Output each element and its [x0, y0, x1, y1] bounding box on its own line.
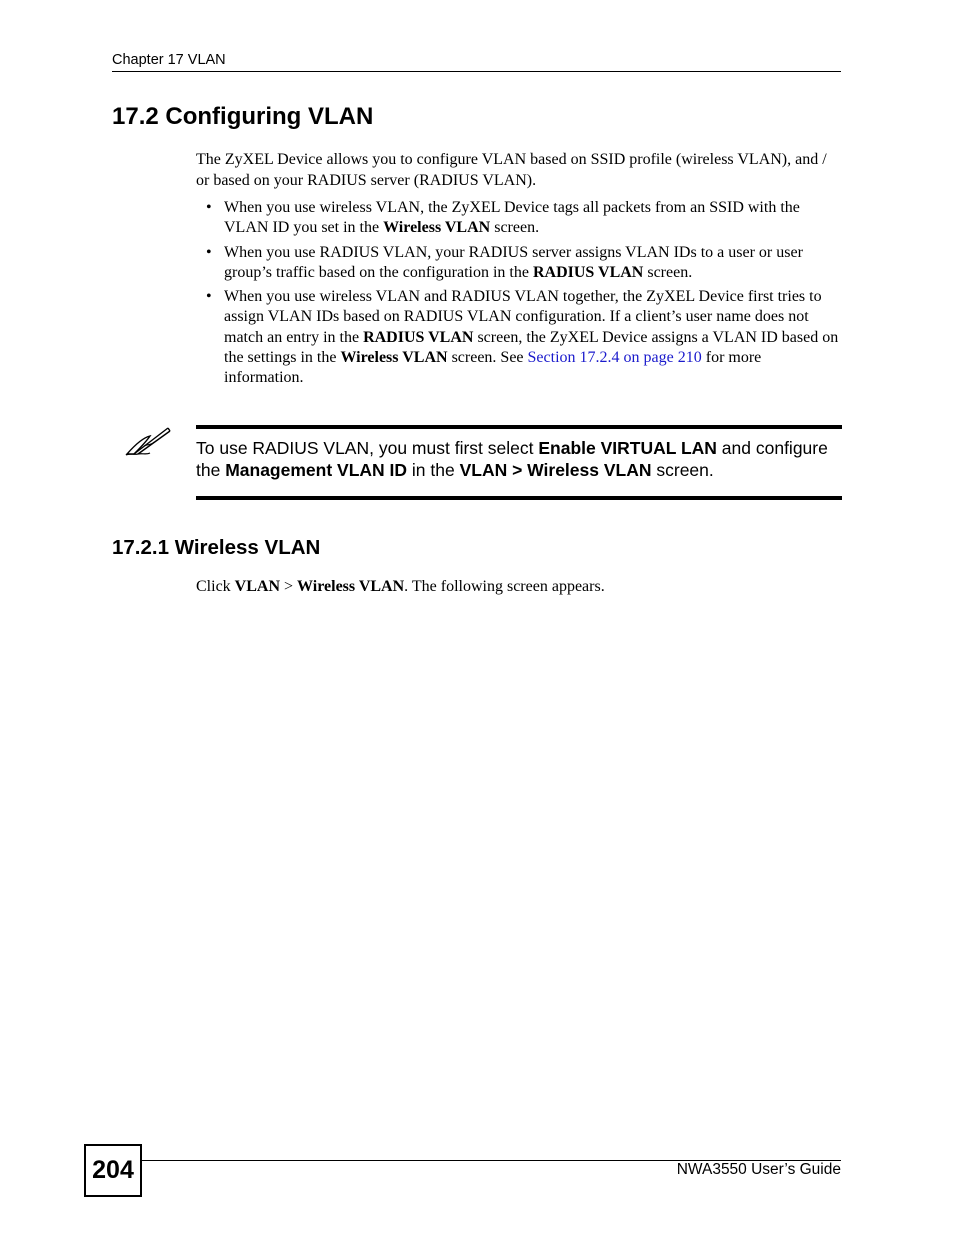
- note-top-rule: [196, 425, 842, 429]
- menu-term: VLAN: [234, 578, 281, 595]
- bullet-item-wireless-vlan: [206, 198, 842, 239]
- note-bold-term: Enable VIRTUAL LAN: [538, 438, 717, 458]
- subsection-heading: 17.2.1 Wireless VLAN: [112, 536, 321, 559]
- bold-term: Wireless VLAN: [383, 219, 491, 237]
- bullet-text: When you use wireless VLAN and RADIUS VLAN together, the ZyXEL Device first tries to assign VLAN IDs based on RADIUS VLAN configuration. If a client’s user name does not match an entry in the: [224, 288, 822, 346]
- header-rule: [112, 71, 841, 72]
- menu-term: Wireless VLAN: [297, 578, 405, 595]
- running-header: Chapter 17 VLAN: [112, 52, 226, 68]
- note-text: [196, 437, 842, 481]
- intro-paragraph: The ZyXEL Device allows you to configure VLAN based on SSID profile (wireless VLAN), and / or based on your RADIUS server (RADIUS VLAN).: [196, 151, 827, 189]
- bullet-item-radius-vlan: [206, 243, 842, 284]
- section-cross-reference-link[interactable]: Section 17.2.4 on page 210: [527, 349, 702, 367]
- bullet-list: [206, 198, 842, 393]
- footer-guide-title: NWA3550 User’s Guide: [676, 1161, 841, 1178]
- note-text-run: and configure the: [196, 438, 828, 480]
- instruction-text-run: >: [280, 578, 298, 595]
- page-number-box: [84, 1144, 142, 1197]
- note-text-run: screen.: [651, 460, 714, 480]
- bullet-text: screen.: [490, 219, 540, 237]
- note-bottom-rule: [196, 496, 842, 500]
- bullet-marker: •: [206, 199, 212, 216]
- bullet-text: for more information.: [224, 349, 762, 387]
- bold-term: Wireless VLAN: [340, 349, 448, 367]
- bullet-text: screen. See: [447, 349, 528, 367]
- bullet-item-combined-vlan: [206, 287, 842, 388]
- note-bold-term: Management VLAN ID: [225, 460, 408, 480]
- note-bold-term: VLAN > Wireless VLAN: [459, 460, 652, 480]
- page-number: 204: [92, 1156, 134, 1184]
- bold-term: RADIUS VLAN: [363, 328, 474, 346]
- instruction-text-run: . The following screen appears.: [404, 578, 605, 595]
- bullet-marker: •: [206, 288, 212, 306]
- bullet-marker: •: [206, 243, 212, 261]
- instruction-paragraph: [196, 576, 605, 597]
- bullet-text: screen, the ZyXEL Device assigns a VLAN ID based on the settings in the: [224, 328, 839, 367]
- note-text-run: in the: [407, 460, 460, 480]
- bullet-text: When you use RADIUS VLAN, your RADIUS server assigns VLAN IDs to a user or user group’s traffic based on the configuration in the: [224, 243, 803, 281]
- bullet-text: screen.: [643, 263, 693, 281]
- note-text-run: To use RADIUS VLAN, you must first select: [196, 438, 539, 458]
- instruction-text-run: Click: [196, 578, 235, 595]
- section-heading: 17.2 Configuring VLAN: [112, 103, 374, 130]
- bold-term: RADIUS VLAN: [532, 263, 644, 281]
- bullet-text: When you use wireless VLAN, the ZyXEL Device tags all packets from an SSID with the VLAN ID you set in the: [224, 199, 800, 237]
- pencil-note-icon: [124, 424, 172, 458]
